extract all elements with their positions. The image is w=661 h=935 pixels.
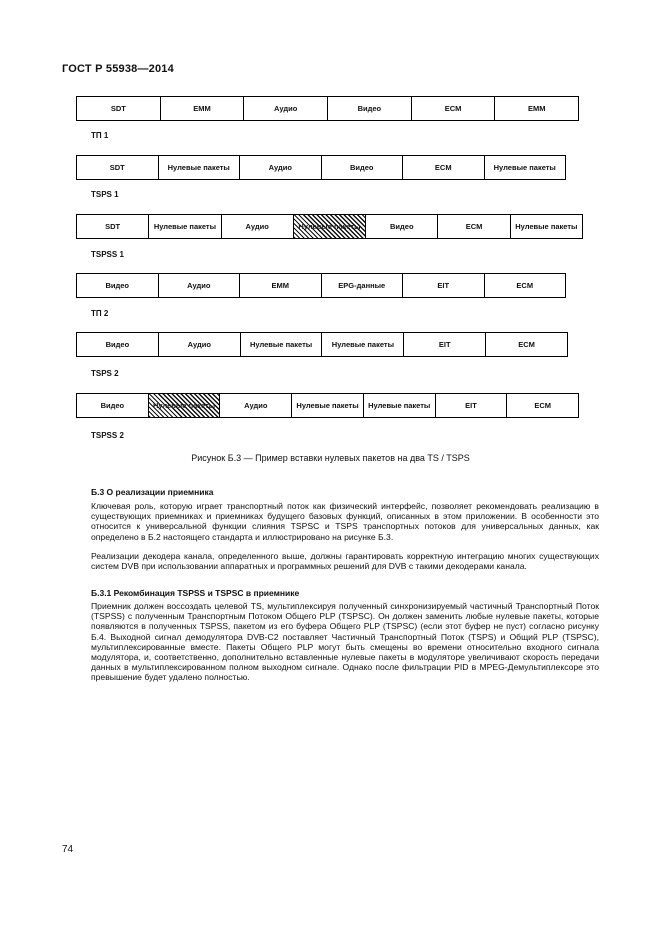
packet-cell-label: EMM xyxy=(527,104,546,113)
packet-cell-label: Нулевые пакеты xyxy=(368,401,431,410)
packet-cell xyxy=(404,333,486,356)
packet-cell-label: SDT xyxy=(105,222,121,231)
packet-cell-label: Видео xyxy=(357,104,382,113)
packet-cell-label: Видео xyxy=(349,163,374,172)
packet-cell xyxy=(240,274,322,297)
packet-cell xyxy=(159,274,241,297)
packet-cell xyxy=(328,97,412,120)
packet-row xyxy=(76,332,568,357)
packet-cell-label: Нулевые пакеты xyxy=(493,163,556,172)
packet-cell-label: Нулевые пакеты xyxy=(298,222,361,231)
packet-cell xyxy=(322,333,404,356)
figure-caption: Рисунок Б.3 — Пример вставки нулевых пакетов на два TS / TSPS xyxy=(191,453,470,463)
packet-row xyxy=(76,96,579,121)
packet-row xyxy=(76,393,579,418)
packet-cell-label: EMM xyxy=(271,281,289,290)
packet-cell-label: Аудио xyxy=(244,401,268,410)
packet-cell xyxy=(240,156,322,179)
packet-cell xyxy=(486,333,567,356)
packet-cell-label: Аудио xyxy=(245,222,269,231)
packet-cell xyxy=(244,97,328,120)
section-b3-paragraph-2-text: Реализации декодера канала, определенного выше, должны гарантировать корректную интеграцию многих существующих систем DVB при использовании аппаратных и программных решений для DVB с такими декодерами канала. xyxy=(91,551,599,572)
section-b3-paragraph-1 xyxy=(91,501,599,542)
packet-cell-label: ECM xyxy=(434,163,452,172)
hatched-packet-cell xyxy=(294,215,366,238)
packet-cell xyxy=(436,394,508,417)
packet-cell xyxy=(77,156,159,179)
packet-cell xyxy=(241,333,323,356)
packet-cell-label: EIT xyxy=(438,340,451,349)
packet-cell-label: Видео xyxy=(389,222,414,231)
section-b31-paragraph-1-text: Приемник должен воссоздать целевой TS, мультиплексируя полученный синхронизируемый частичный Транспортный Поток (TSPSS) с полученным Транспортным Потоком Общего PLP (TSPSC). Он должен заменить любые нулевые пакеты, которые появляются в полученных TSPSS, пакетом из его буфера Общего PLP (TSPSC) (если этот буфер не пуст) согласно рисунку Б.4. Выходной сигнал демодулятора DVB-C2 поставляет Частичный Транспортный Поток (TSPS) и Общий PLP (TSPSC), мультиплексированные вместе. Пакеты Общего PLP могут быть смещены во времени относительно входного сигнала модулятора, и, соответственно, дополнительно вставленные нулевые пакеты в модуляторе увеличивают скорость передачи данных в мультиплексированном полном выходном сигнале. Однако после фильтрации PID в MPEG-Демультиплексоре это превышение будет удалено полностью. xyxy=(91,601,599,683)
section-b3-heading: Б.3 О реализации приемника xyxy=(91,487,214,497)
packet-row xyxy=(76,155,566,180)
packet-cell-label: ECM xyxy=(444,104,462,113)
packet-cell xyxy=(322,156,404,179)
packet-cell xyxy=(322,274,404,297)
packet-cell xyxy=(220,394,292,417)
packet-cell-label: ECM xyxy=(516,281,534,290)
packet-cell-label: Аудио xyxy=(187,340,211,349)
packet-cell-label: SDT xyxy=(109,163,125,172)
packet-cell-label: EPG-данные xyxy=(338,281,386,290)
packet-cell xyxy=(366,215,438,238)
packet-cell xyxy=(222,215,294,238)
packet-cell-label: ECM xyxy=(518,340,535,349)
packet-cell xyxy=(292,394,364,417)
packet-cell xyxy=(412,97,496,120)
section-b31-paragraph-1 xyxy=(91,601,599,683)
packet-cell xyxy=(149,215,221,238)
packet-cell-label: Аудио xyxy=(268,163,292,172)
packet-cell xyxy=(159,156,241,179)
packet-cell-label: Видео xyxy=(105,281,130,290)
packet-cell-label: Нулевые пакеты xyxy=(296,401,359,410)
stream-label: TSPS 1 xyxy=(91,190,119,199)
stream-label: ТП 1 xyxy=(91,131,109,140)
packet-cell-label: EIT xyxy=(437,281,450,290)
packet-cell-label: Аудио xyxy=(274,104,298,113)
packet-cell-label: Нулевые пакеты xyxy=(515,222,578,231)
packet-row xyxy=(76,273,566,298)
packet-cell xyxy=(403,274,485,297)
packet-cell xyxy=(77,394,149,417)
section-b31-heading: Б.3.1 Рекомбинация TSPSS и TSPSC в приемнике xyxy=(91,588,300,598)
packet-cell xyxy=(403,156,485,179)
section-b3-paragraph-2 xyxy=(91,551,599,571)
packet-cell-label: EMM xyxy=(193,104,211,113)
stream-label: TSPSS 2 xyxy=(91,431,124,440)
packet-cell xyxy=(161,97,245,120)
packet-cell xyxy=(77,97,161,120)
packet-cell xyxy=(485,156,566,179)
section-b3-paragraph-1-text: Ключевая роль, которую играет транспортный поток как физический интерфейс, позволяет рекомендовать реализацию в существующих приемниках и приемниках будущего базовых функций, описанных в этом приложении. В особенности это относится к универсальной функции слияния TSPSC и TSPS транспортных потоков для универсальных данных, как определено в Б.2 настоящего стандарта и иллюстрировано на рисунке Б.3. xyxy=(91,501,599,542)
stream-label: TSPS 2 xyxy=(91,369,119,378)
packet-cell xyxy=(495,97,578,120)
packet-cell-label: Нулевые пакеты xyxy=(331,340,394,349)
packet-cell xyxy=(511,215,582,238)
packet-cell-label: ECM xyxy=(465,222,483,231)
stream-label: TSPSS 1 xyxy=(91,250,124,259)
stream-label: ТП 2 xyxy=(91,309,109,318)
packet-cell xyxy=(485,274,566,297)
packet-cell xyxy=(364,394,436,417)
packet-cell-label: SDT xyxy=(110,104,126,113)
packet-cell-label: Нулевые пакеты xyxy=(153,222,217,231)
packet-cell xyxy=(77,333,159,356)
packet-row xyxy=(76,214,583,239)
packet-cell xyxy=(77,274,159,297)
packet-cell-label: Видео xyxy=(105,340,130,349)
hatched-packet-cell xyxy=(149,394,221,417)
packet-cell xyxy=(159,333,241,356)
packet-cell-label: Аудио xyxy=(187,281,211,290)
packet-cell-label: Видео xyxy=(100,401,125,410)
packet-cell-label: Нулевые пакеты xyxy=(249,340,313,349)
packet-cell xyxy=(438,215,510,238)
packet-cell-label: Нулевые пакеты xyxy=(167,163,230,172)
packet-cell xyxy=(507,394,578,417)
packet-cell-label: Нулевые пакеты xyxy=(152,401,216,410)
document-header: ГОСТ Р 55938—2014 xyxy=(62,63,174,75)
page-number: 74 xyxy=(62,844,74,855)
packet-cell-label: ECM xyxy=(534,401,551,410)
packet-cell xyxy=(77,215,149,238)
packet-cell-label: EIT xyxy=(465,401,477,410)
